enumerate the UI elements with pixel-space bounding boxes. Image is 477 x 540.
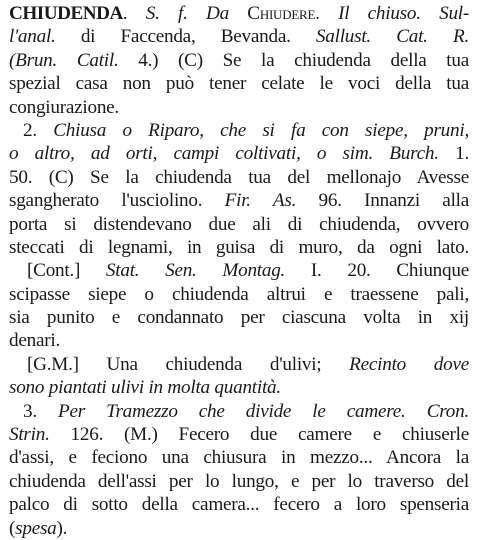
sense-2-line-12: sono piantati ulivi in molta quantità. [9,377,281,399]
sense-3-line-6: (spesa). [9,517,68,539]
sense-number: 3. [23,400,59,422]
sense-2-line-1: 2. Chiusa o Riparo, che si fa con siepe, pruni, [23,119,469,141]
sense-number: 2. [23,119,54,141]
sense-2-line-6: steccati di legnami, in guisa di muro, da ogni lato. [9,236,469,258]
entry-line-5: congiurazione. [9,96,119,118]
headword: CHIUDENDA [9,3,123,24]
etymology-word: Chiudere [247,3,316,24]
sense-2-line-9: sia punito e condannato per ciascuna volta in xij [9,307,469,329]
sense-2-line-11: [G.M.] Una chiudenda d'ulivi; Recinto dove [27,353,469,375]
sense-3-line-5: palco di sotto della camera... fecero a loro spenseria [9,494,469,516]
sense-3-line-3: d'assi, e feciono una chiusura in mezzo... Ancora la [9,447,469,469]
citation-source: Strin. [9,424,50,446]
sense-2-line-10: denari. [9,330,60,352]
sense-2-line-7: [Cont.] Stat. Sen. Montag. I. 20. Chiunque [27,260,469,282]
sense-2-line-4: sgangherato l'usciolino. Fir. As. 96. Innanzi alla [9,190,470,212]
sense-2-line-8: scipasse siepe o chiudenda altrui e traessene pali, [9,283,469,305]
sense-2-line-2: o altro, ad orti, campi coltivati, o sim. Burch. 1. [9,143,469,165]
entry-line-2: l'anal. di Faccenda, Bevanda. Sallust. Cat. R. [9,26,469,48]
sense-3-line-1: 3. Per Tramezzo che divide le camere. Cron. [23,400,469,422]
sense-2-line-3: 50. (C) Se la chiudenda tua del mellonajo Avesse [9,166,469,188]
sense-2-line-5: porta si distendevano due ali di chiudenda, ovvero [9,213,469,235]
entry-line-1: CHIUDENDA. S. f. Da Chiudere. Il chiuso. Sul- [9,3,470,24]
entry-line-3: (Brun. Catil. 4.) (C) Se la chiudenda della tua [9,49,469,71]
citation-source: (Brun. Catil. [9,49,119,71]
citation-source: Fir. As. [224,190,297,212]
part-of-speech: S. f. [145,3,188,24]
citation-source: Stat. Sen. Montag. [105,260,286,282]
citation-source: Sallust. Cat. R. [315,26,469,48]
definition: Il chiuso. Sul- [338,3,470,24]
sense-3-line-2: Strin. 126. (M.) Fecero due camere e chiuserle [9,424,469,446]
sense-3-line-4: chiudenda dell'assi per lo lungo, e per lo traverso del [9,470,469,492]
entry-line-4: spezial casa non può tener celate le voci della tua [9,73,469,95]
